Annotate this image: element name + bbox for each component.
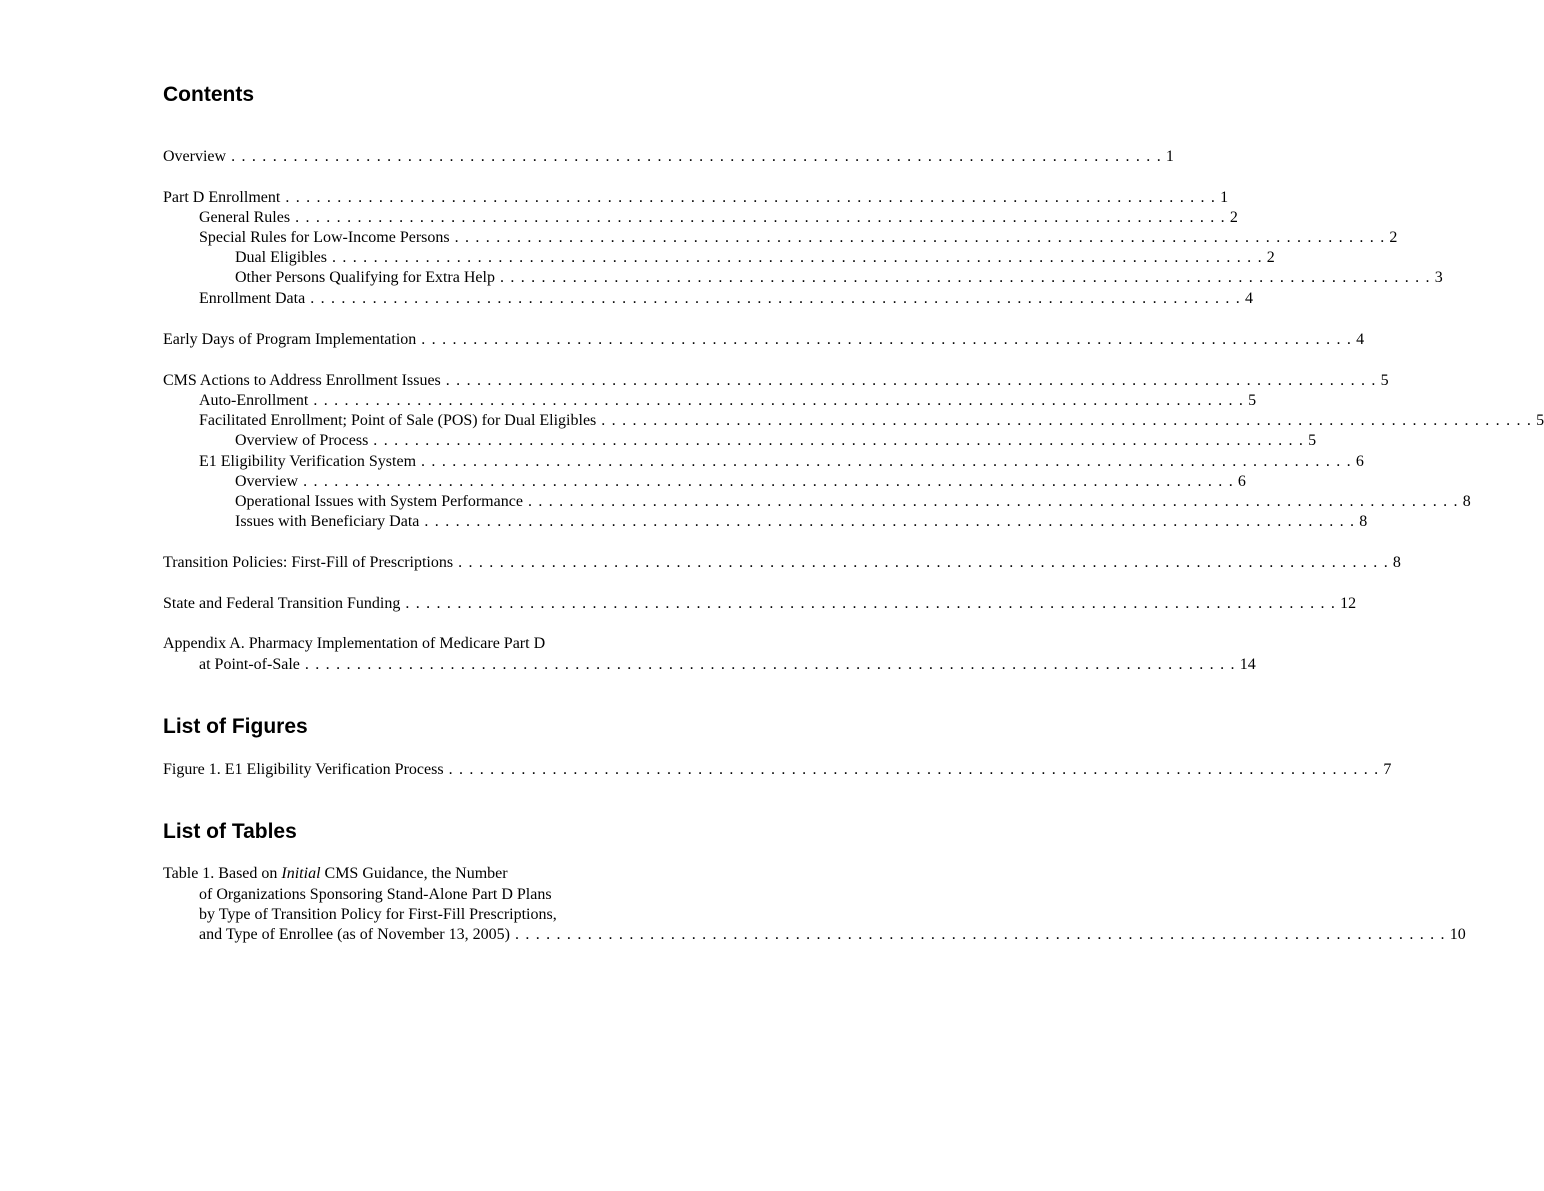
toc-entry[interactable] [163,268,1443,288]
dot-leader: . . . . . . . . . . . . . . . . . . . . . . . . . . . . . . . . . . . . . . . . . . . . . . . . . . . . . . . . . . . . . . . . . . . . . . . . . . . . . . . . . . . . . . . . . . [303,473,1234,490]
toc-entry-title-line1[interactable]: Appendix A. Pharmacy Implementation of Medicare Part D [163,635,546,652]
toc-entry-title: Overview [163,148,227,165]
toc-entry-page: 2 [1266,249,1275,266]
figure-entry-title: Figure 1. E1 Eligibility Verification Process [163,761,444,778]
toc-entry[interactable] [163,391,1257,411]
toc-entry-title: E1 Eligibility Verification System [199,453,417,470]
toc-entry[interactable] [163,553,1401,573]
toc-entry-page: 6 [1355,453,1364,470]
dot-leader: . . . . . . . . . . . . . . . . . . . . . . . . . . . . . . . . . . . . . . . . . . . . . . . . . . . . . . . . . . . . . . . . . . . . . . . . . . . . . . . . . . . . . . . . . . [310,290,1241,307]
toc-entry[interactable] [163,512,1368,532]
dot-leader: . . . . . . . . . . . . . . . . . . . . . . . . . . . . . . . . . . . . . . . . . . . . . . . . . . . . . . . . . . . . . . . . . . . . . . . . . . . . . . . . . . . . . . . . . . [527,493,1459,510]
figure-entry[interactable] [163,760,1392,780]
dot-leader: . . . . . . . . . . . . . . . . . . . . . . . . . . . . . . . . . . . . . . . . . . . . . . . . . . . . . . . . . . . . . . . . . . . . . . . . . . . . . . . . . . . . . . . . . . [295,209,1226,226]
toc-entry[interactable] [163,188,1229,208]
toc-entry[interactable] [163,228,1398,248]
dot-leader: . . . . . . . . . . . . . . . . . . . . . . . . . . . . . . . . . . . . . . . . . . . . . . . . . . . . . . . . . . . . . . . . . . . . . . . . . . . . . . . . . . . . . . . . . . [373,432,1305,449]
toc-entry-page: 5 [1536,412,1544,429]
toc-entry[interactable] [163,147,1174,167]
toc-entry-title: Facilitated Enrollment; Point of Sale (POS) for Dual Eligibles [199,412,597,429]
toc-entry-title: Part D Enrollment [163,189,281,206]
table-entry-page: 10 [1449,926,1466,943]
tables-heading: List of Tables [163,820,297,843]
toc-entry-title: Transition Policies: First-Fill of Prescriptions [163,554,454,571]
toc-entry-page: 3 [1434,269,1443,286]
toc-entry-page: 4 [1245,290,1253,307]
dot-leader: . . . . . . . . . . . . . . . . . . . . . . . . . . . . . . . . . . . . . . . . . . . . . . . . . . . . . . . . . . . . . . . . . . . . . . . . . . . . . . . . . . . . . . . . . . [285,189,1217,206]
toc-entry-page: 6 [1237,473,1246,490]
toc-entry-title: Operational Issues with System Performance [235,493,523,510]
dot-leader: . . . . . . . . . . . . . . . . . . . . . . . . . . . . . . . . . . . . . . . . . . . . . . . . . . . . . . . . . . . . . . . . . . . . . . . . . . . . . . . . . . . . . . . . . . [421,331,1353,348]
toc-entry-title: Other Persons Qualifying for Extra Help [235,269,495,286]
table-entry-italic: Initial [281,865,321,882]
toc-entry-page: 12 [1340,595,1357,612]
toc-entry-page: 1 [1165,148,1174,165]
figures-heading: List of Figures [163,715,308,738]
dot-leader: . . . . . . . . . . . . . . . . . . . . . . . . . . . . . . . . . . . . . . . . . . . . . . . . . . . . . . . . . . . . . . . . . . . . . . . . . . . . . . . . . . . . . . . . . . [231,148,1162,165]
toc-entry[interactable] [163,330,1365,350]
toc-entry-page: 5 [1248,392,1257,409]
toc-entry-page: 2 [1389,229,1398,246]
toc-entry-title: CMS Actions to Address Enrollment Issues [163,372,441,389]
toc-entry[interactable] [163,208,1238,228]
toc-entry[interactable] [163,452,1364,472]
toc-entry[interactable] [163,431,1317,451]
dot-leader: . . . . . . . . . . . . . . . . . . . . . . . . . . . . . . . . . . . . . . . . . . . . . . . . . . . . . . . . . . . . . . . . . . . . . . . . . . . . . . . . . . . . . . . . . . [499,269,1431,286]
toc-entry-title: Early Days of Program Implementation [163,331,417,348]
dot-leader: . . . . . . . . . . . . . . . . . . . . . . . . . . . . . . . . . . . . . . . . . . . . . . . . . . . . . . . . . . . . . . . . . . . . . . . . . . . . . . . . . . . . . . . . . . [514,926,1446,943]
toc-entry-title: Dual Eligibles [235,249,327,266]
toc-entry-title: Issues with Beneficiary Data [235,513,420,530]
toc-entry-title: Enrollment Data [199,290,306,307]
toc-entry-page: 14 [1239,656,1256,673]
toc-entry[interactable] [163,248,1275,268]
dot-leader: . . . . . . . . . . . . . . . . . . . . . . . . . . . . . . . . . . . . . . . . . . . . . . . . . . . . . . . . . . . . . . . . . . . . . . . . . . . . . . . . . . . . . . . . . . [454,229,1386,246]
toc-entry[interactable] [163,594,1357,614]
toc-entry-page: 4 [1356,331,1365,348]
toc-entry-page: 2 [1229,209,1238,226]
figure-entry-page: 7 [1383,761,1392,778]
toc-entry[interactable] [163,289,1253,309]
toc-entry-title: Auto-Enrollment [199,392,309,409]
toc-entry-title-line2: at Point-of-Sale [199,656,300,673]
table-entry[interactable] [163,925,1466,945]
table-entry-line4: and Type of Enrollee (as of November 13, 2005) [199,926,510,943]
table-entry-line1[interactable] [163,864,508,884]
toc-entry-page: 8 [1392,554,1401,571]
toc-entry-page: 1 [1220,189,1229,206]
table-entry-suffix: CMS Guidance, the Number [320,865,508,882]
toc-entry-title: Overview of Process [235,432,369,449]
dot-leader: . . . . . . . . . . . . . . . . . . . . . . . . . . . . . . . . . . . . . . . . . . . . . . . . . . . . . . . . . . . . . . . . . . . . . . . . . . . . . . . . . . . . . . . . . . [445,372,1377,389]
toc-entry-page: 8 [1359,513,1368,530]
toc-entry[interactable] [163,472,1246,492]
dot-leader: . . . . . . . . . . . . . . . . . . . . . . . . . . . . . . . . . . . . . . . . . . . . . . . . . . . . . . . . . . . . . . . . . . . . . . . . . . . . . . . . . . . . . . . . . . [331,249,1263,266]
toc-entry[interactable] [163,492,1471,512]
table-entry-prefix: Table 1. Based on [163,865,282,882]
toc-entry-title: State and Federal Transition Funding [163,595,401,612]
toc-entry-page: 8 [1462,493,1471,510]
dot-leader: . . . . . . . . . . . . . . . . . . . . . . . . . . . . . . . . . . . . . . . . . . . . . . . . . . . . . . . . . . . . . . . . . . . . . . . . . . . . . . . . . . . . . . . . . . [313,392,1245,409]
toc-entry-title: Special Rules for Low-Income Persons [199,229,450,246]
dot-leader: . . . . . . . . . . . . . . . . . . . . . . . . . . . . . . . . . . . . . . . . . . . . . . . . . . . . . . . . . . . . . . . . . . . . . . . . . . . . . . . . . . . . . . . . . . [421,453,1352,470]
toc-entry[interactable] [163,655,1256,675]
table-entry-line2[interactable]: of Organizations Sponsoring Stand-Alone Part D Plans [199,886,552,903]
toc-entry-title: Overview [235,473,299,490]
contents-heading: Contents [163,83,254,106]
dot-leader: . . . . . . . . . . . . . . . . . . . . . . . . . . . . . . . . . . . . . . . . . . . . . . . . . . . . . . . . . . . . . . . . . . . . . . . . . . . . . . . . . . . . . . . . . . [448,761,1380,778]
toc-entry[interactable] [163,411,1544,431]
toc-entry-page: 5 [1380,372,1389,389]
toc-entry-title: General Rules [199,209,291,226]
dot-leader: . . . . . . . . . . . . . . . . . . . . . . . . . . . . . . . . . . . . . . . . . . . . . . . . . . . . . . . . . . . . . . . . . . . . . . . . . . . . . . . . . . . . . . . . . . [601,412,1533,429]
toc-entry-page: 5 [1308,432,1317,449]
toc-entry[interactable] [163,371,1389,391]
dot-leader: . . . . . . . . . . . . . . . . . . . . . . . . . . . . . . . . . . . . . . . . . . . . . . . . . . . . . . . . . . . . . . . . . . . . . . . . . . . . . . . . . . . . . . . . . . [405,595,1337,612]
dot-leader: . . . . . . . . . . . . . . . . . . . . . . . . . . . . . . . . . . . . . . . . . . . . . . . . . . . . . . . . . . . . . . . . . . . . . . . . . . . . . . . . . . . . . . . . . . [304,656,1236,673]
table-entry-line3[interactable]: by Type of Transition Policy for First-Fill Prescriptions, [199,906,557,923]
dot-leader: . . . . . . . . . . . . . . . . . . . . . . . . . . . . . . . . . . . . . . . . . . . . . . . . . . . . . . . . . . . . . . . . . . . . . . . . . . . . . . . . . . . . . . . . . . [458,554,1389,571]
dot-leader: . . . . . . . . . . . . . . . . . . . . . . . . . . . . . . . . . . . . . . . . . . . . . . . . . . . . . . . . . . . . . . . . . . . . . . . . . . . . . . . . . . . . . . . . . . [424,513,1356,530]
